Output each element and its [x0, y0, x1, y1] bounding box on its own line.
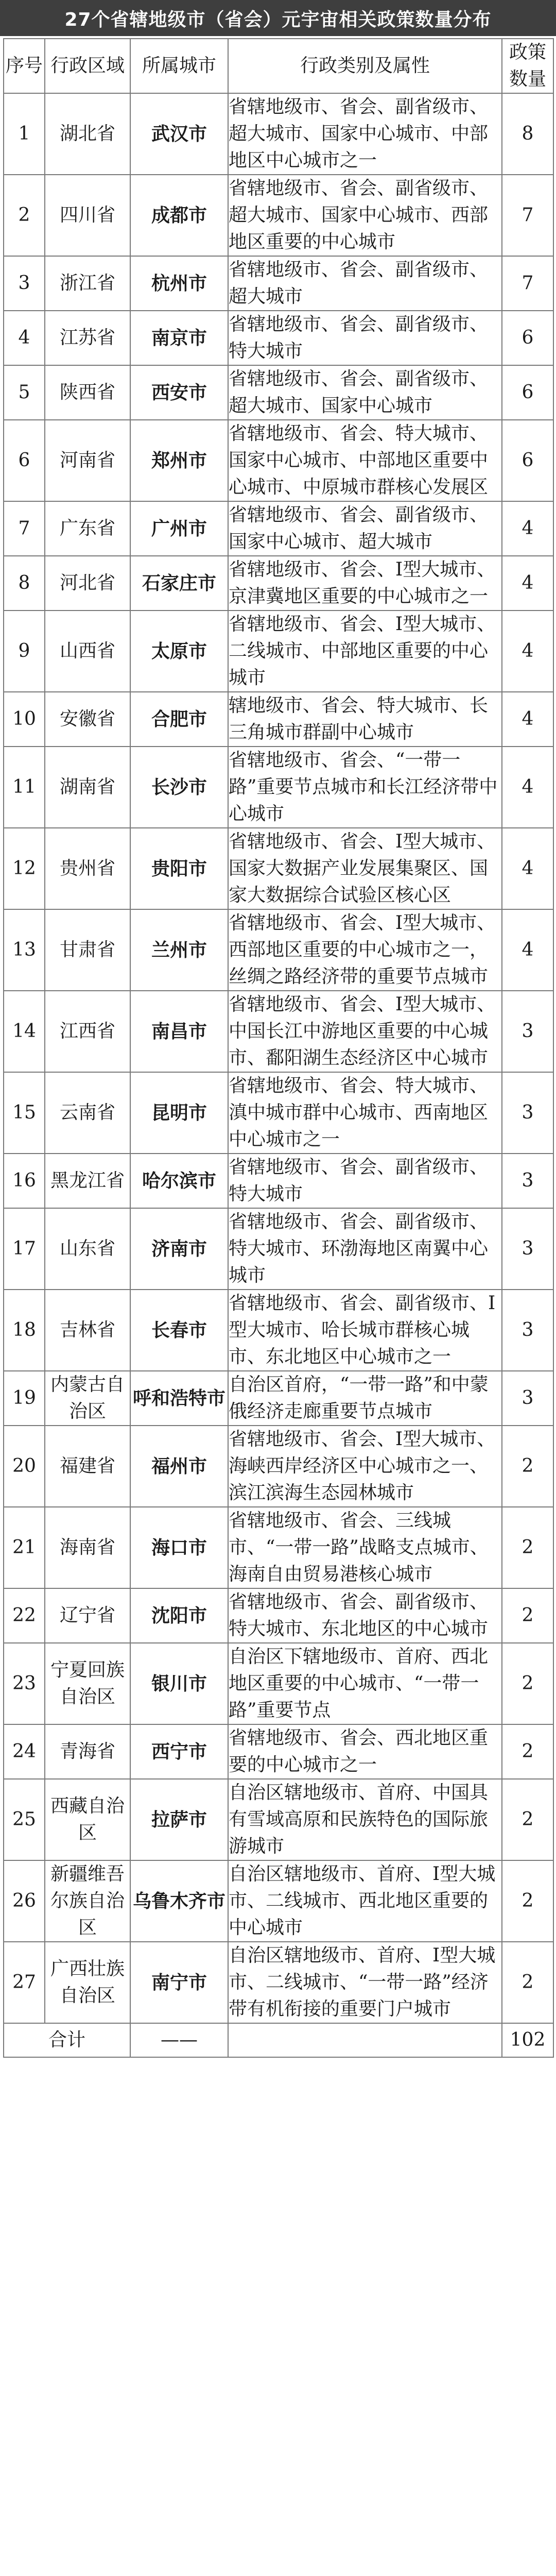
- row-region: 山东省: [45, 1208, 130, 1290]
- row-city: 南昌市: [130, 991, 228, 1072]
- row-attr: 省辖地级市、省会、西北地区重要的中心城市之一: [228, 1724, 502, 1779]
- table-row: [4, 311, 553, 365]
- row-region: 宁夏回族自治区: [45, 1643, 130, 1724]
- table-row: [4, 1942, 553, 2023]
- row-region: 湖南省: [45, 747, 130, 828]
- row-region: 内蒙古自治区: [45, 1371, 130, 1426]
- row-city: 南宁市: [130, 1942, 228, 2023]
- row-attr: 省辖地级市、省会、I型大城市、海峡西岸经济区中心城市之一、滨江滨海生态园林城市: [228, 1426, 502, 1507]
- row-city: 长沙市: [130, 747, 228, 828]
- row-count: 2: [502, 1942, 553, 2023]
- table-row: [4, 556, 553, 611]
- total-city: ——: [130, 2023, 228, 2057]
- row-city: 沈阳市: [130, 1588, 228, 1643]
- table-row: [4, 611, 553, 692]
- row-attr: 省辖地级市、省会、副省级市、特大城市: [228, 1154, 502, 1208]
- row-region: 安徽省: [45, 692, 130, 747]
- total-row: [4, 2023, 553, 2057]
- table-row: [4, 747, 553, 828]
- table-row: [4, 1072, 553, 1154]
- table-row: [4, 1860, 553, 1942]
- row-no: 3: [4, 256, 45, 311]
- row-no: 9: [4, 611, 45, 692]
- table-row: [4, 175, 553, 256]
- row-city: 呼和浩特市: [130, 1371, 228, 1426]
- row-attr: 辖地级市、省会、特大城市、长三角城市群副中心城市: [228, 692, 502, 747]
- row-count: 3: [502, 1371, 553, 1426]
- row-no: 27: [4, 1942, 45, 2023]
- row-region: 吉林省: [45, 1290, 130, 1371]
- policy-table: [3, 38, 554, 2058]
- row-no: 15: [4, 1072, 45, 1154]
- row-city: 长春市: [130, 1290, 228, 1371]
- row-no: 26: [4, 1860, 45, 1942]
- row-region: 四川省: [45, 175, 130, 256]
- row-count: 4: [502, 692, 553, 747]
- header-region: 行政区域: [45, 39, 130, 93]
- row-region: 云南省: [45, 1072, 130, 1154]
- row-city: 乌鲁木齐市: [130, 1860, 228, 1942]
- table-row: [4, 828, 553, 909]
- row-count: 4: [502, 611, 553, 692]
- row-city: 昆明市: [130, 1072, 228, 1154]
- row-attr: 省辖地级市、省会、I型大城市、西部地区重要的中心城市之一，丝绸之路经济带的重要节点城市: [228, 909, 502, 991]
- row-count: 2: [502, 1724, 553, 1779]
- total-attr: [228, 2023, 502, 2057]
- row-city: 福州市: [130, 1426, 228, 1507]
- row-count: 2: [502, 1860, 553, 1942]
- row-region: 河北省: [45, 556, 130, 611]
- row-count: 3: [502, 991, 553, 1072]
- row-city: 贵阳市: [130, 828, 228, 909]
- row-city: 济南市: [130, 1208, 228, 1290]
- row-region: 江西省: [45, 991, 130, 1072]
- table-row: [4, 1290, 553, 1371]
- row-count: 2: [502, 1588, 553, 1643]
- header-row: [4, 39, 553, 93]
- table-row: [4, 1724, 553, 1779]
- row-attr: 省辖地级市、省会、特大城市、滇中城市群中心城市、西南地区中心城市之一: [228, 1072, 502, 1154]
- row-no: 23: [4, 1643, 45, 1724]
- row-region: 福建省: [45, 1426, 130, 1507]
- row-count: 4: [502, 556, 553, 611]
- row-count: 2: [502, 1643, 553, 1724]
- row-attr: 省辖地级市、省会、副省级市、超大城市、国家中心城市: [228, 365, 502, 420]
- table-row: [4, 1371, 553, 1426]
- row-region: 西藏自治区: [45, 1779, 130, 1860]
- row-no: 24: [4, 1724, 45, 1779]
- row-no: 20: [4, 1426, 45, 1507]
- row-count: 6: [502, 311, 553, 365]
- table-row: [4, 991, 553, 1072]
- row-count: 4: [502, 501, 553, 556]
- row-city: 广州市: [130, 501, 228, 556]
- row-attr: 省辖地级市、省会、副省级市、特大城市、东北地区的中心城市: [228, 1588, 502, 1643]
- row-no: 11: [4, 747, 45, 828]
- row-count: 7: [502, 175, 553, 256]
- total-count: 102: [502, 2023, 553, 2057]
- row-no: 14: [4, 991, 45, 1072]
- row-no: 22: [4, 1588, 45, 1643]
- row-region: 辽宁省: [45, 1588, 130, 1643]
- row-no: 2: [4, 175, 45, 256]
- row-no: 18: [4, 1290, 45, 1371]
- table-row: [4, 1643, 553, 1724]
- row-attr: 省辖地级市、省会、副省级市、超大城市: [228, 256, 502, 311]
- row-no: 13: [4, 909, 45, 991]
- table-row: [4, 909, 553, 991]
- row-no: 25: [4, 1779, 45, 1860]
- row-city: 西安市: [130, 365, 228, 420]
- row-attr: 省辖地级市、省会、I型大城市、中国长江中游地区重要的中心城市、鄱阳湖生态经济区中心城市: [228, 991, 502, 1072]
- row-city: 银川市: [130, 1643, 228, 1724]
- row-attr: 省辖地级市、省会、三线城市、“一带一路”战略支点城市、海南自由贸易港核心城市: [228, 1507, 502, 1588]
- table-row: [4, 1154, 553, 1208]
- row-city: 成都市: [130, 175, 228, 256]
- table-row: [4, 1588, 553, 1643]
- row-count: 2: [502, 1779, 553, 1860]
- row-region: 河南省: [45, 420, 130, 501]
- table-row: [4, 1426, 553, 1507]
- row-attr: 省辖地级市、省会、副省级市、超大城市、国家中心城市、西部地区重要的中心城市: [228, 175, 502, 256]
- row-count: 8: [502, 93, 553, 175]
- row-region: 山西省: [45, 611, 130, 692]
- row-count: 2: [502, 1507, 553, 1588]
- row-city: 合肥市: [130, 692, 228, 747]
- row-count: 4: [502, 747, 553, 828]
- row-count: 3: [502, 1208, 553, 1290]
- table-row: [4, 1507, 553, 1588]
- row-attr: 省辖地级市、省会、副省级市、国家中心城市、超大城市: [228, 501, 502, 556]
- row-city: 太原市: [130, 611, 228, 692]
- row-region: 湖北省: [45, 93, 130, 175]
- total-label: 合计: [4, 2023, 130, 2057]
- row-no: 8: [4, 556, 45, 611]
- table-row: [4, 256, 553, 311]
- row-no: 17: [4, 1208, 45, 1290]
- row-attr: 自治区下辖地级市、首府、西北地区重要的中心城市、“一带一路”重要节点: [228, 1643, 502, 1724]
- row-city: 西宁市: [130, 1724, 228, 1779]
- table-row: [4, 692, 553, 747]
- row-count: 6: [502, 365, 553, 420]
- row-count: 3: [502, 1072, 553, 1154]
- row-attr: 省辖地级市、省会、副省级市、特大城市: [228, 311, 502, 365]
- table-row: [4, 1779, 553, 1860]
- header-no: 序号: [4, 39, 45, 93]
- row-no: 1: [4, 93, 45, 175]
- row-count: 4: [502, 909, 553, 991]
- row-no: 19: [4, 1371, 45, 1426]
- row-attr: 自治区辖地级市、首府、I型大城市、二线城市、西北地区重要的中心城市: [228, 1860, 502, 1942]
- row-attr: 省辖地级市、省会、I型大城市、国家大数据产业发展集聚区、国家大数据综合试验区核心区: [228, 828, 502, 909]
- row-city: 郑州市: [130, 420, 228, 501]
- row-no: 6: [4, 420, 45, 501]
- row-attr: 省辖地级市、省会、I型大城市、二线城市、中部地区重要的中心城市: [228, 611, 502, 692]
- row-count: 3: [502, 1290, 553, 1371]
- row-attr: 省辖地级市、省会、I型大城市、京津冀地区重要的中心城市之一: [228, 556, 502, 611]
- row-region: 青海省: [45, 1724, 130, 1779]
- row-city: 海口市: [130, 1507, 228, 1588]
- row-city: 兰州市: [130, 909, 228, 991]
- row-attr: 自治区辖地级市、首府、I型大城市、二线城市、“一带一路”经济带有机衔接的重要门户城市: [228, 1942, 502, 2023]
- row-no: 16: [4, 1154, 45, 1208]
- row-no: 21: [4, 1507, 45, 1588]
- row-attr: 省辖地级市、省会、副省级市、特大城市、环渤海地区南翼中心城市: [228, 1208, 502, 1290]
- row-no: 5: [4, 365, 45, 420]
- row-city: 哈尔滨市: [130, 1154, 228, 1208]
- row-attr: 省辖地级市、省会、副省级市、超大城市、国家中心城市、中部地区中心城市之一: [228, 93, 502, 175]
- row-count: 6: [502, 420, 553, 501]
- table-row: [4, 1208, 553, 1290]
- row-city: 杭州市: [130, 256, 228, 311]
- row-count: 7: [502, 256, 553, 311]
- row-region: 甘肃省: [45, 909, 130, 991]
- row-count: 3: [502, 1154, 553, 1208]
- row-no: 4: [4, 311, 45, 365]
- row-attr: 省辖地级市、省会、副省级市、I型大城市、哈长城市群核心城市、东北地区中心城市之一: [228, 1290, 502, 1371]
- row-region: 广东省: [45, 501, 130, 556]
- row-region: 江苏省: [45, 311, 130, 365]
- row-no: 12: [4, 828, 45, 909]
- row-region: 海南省: [45, 1507, 130, 1588]
- table-row: [4, 501, 553, 556]
- row-city: 石家庄市: [130, 556, 228, 611]
- row-city: 武汉市: [130, 93, 228, 175]
- row-no: 7: [4, 501, 45, 556]
- row-region: 广西壮族自治区: [45, 1942, 130, 2023]
- table-body: [4, 93, 553, 2023]
- row-count: 2: [502, 1426, 553, 1507]
- row-region: 贵州省: [45, 828, 130, 909]
- table-row: [4, 365, 553, 420]
- row-region: 黑龙江省: [45, 1154, 130, 1208]
- row-count: 4: [502, 828, 553, 909]
- row-attr: 自治区辖地级市、首府、中国具有雪域高原和民族特色的国际旅游城市: [228, 1779, 502, 1860]
- row-region: 陕西省: [45, 365, 130, 420]
- row-attr: 自治区首府，“一带一路”和中蒙俄经济走廊重要节点城市: [228, 1371, 502, 1426]
- row-city: 南京市: [130, 311, 228, 365]
- row-region: 浙江省: [45, 256, 130, 311]
- header-city: 所属城市: [130, 39, 228, 93]
- row-city: 拉萨市: [130, 1779, 228, 1860]
- row-region: 新疆维吾尔族自治区: [45, 1860, 130, 1942]
- header-attr: 行政类别及属性: [228, 39, 502, 93]
- row-attr: 省辖地级市、省会、特大城市、国家中心城市、中部地区重要中心城市、中原城市群核心发展区: [228, 420, 502, 501]
- row-attr: 省辖地级市、省会、“一带一路”重要节点城市和长江经济带中心城市: [228, 747, 502, 828]
- row-no: 10: [4, 692, 45, 747]
- table-row: [4, 420, 553, 501]
- table-row: [4, 93, 553, 175]
- header-count: 政策数量: [502, 39, 553, 93]
- table-title: 27个省辖地级市（省会）元宇宙相关政策数量分布: [0, 0, 556, 36]
